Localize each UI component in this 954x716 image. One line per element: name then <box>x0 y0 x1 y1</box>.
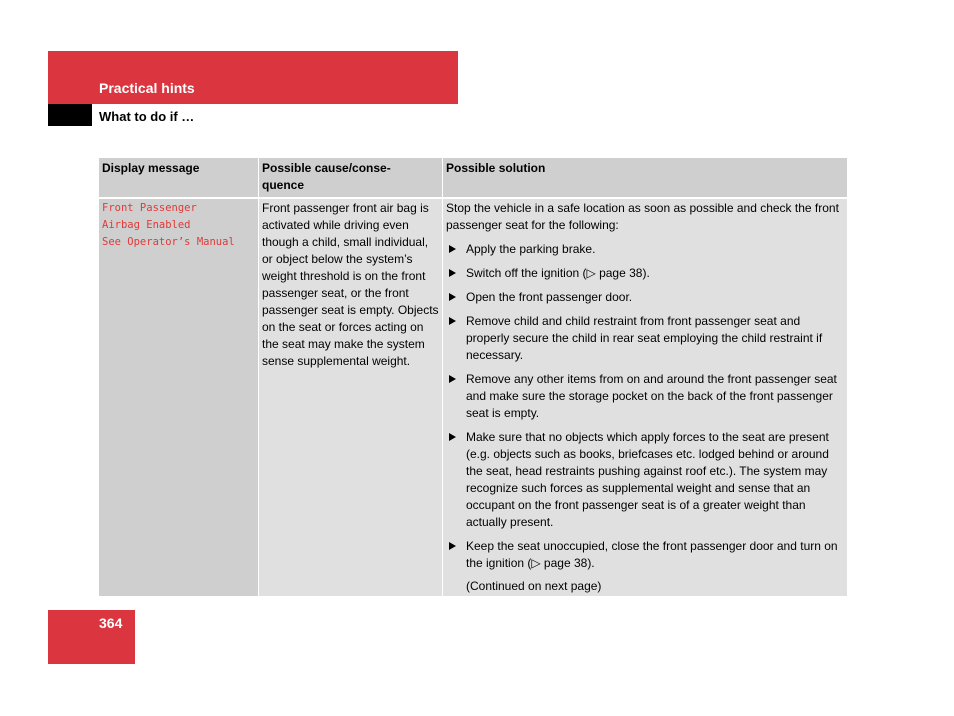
bullet-arrow-icon <box>449 317 456 325</box>
possible-cause-text: Front passenger front air bag is activated while driving even though a child, small individual, or object below the system’s weight threshold is on the front passenger seat, or the front passenger seat is empty. Objects on the seat or forces acting on the seat may make the system sense supplemental weight. <box>262 201 439 368</box>
solution-step <box>446 241 844 258</box>
display-message-text <box>102 200 255 251</box>
column-header-possible-cause-text: Possible cause/conse- quence <box>262 161 391 192</box>
bullet-arrow-icon <box>449 269 456 277</box>
possible-solution-cell <box>443 199 847 596</box>
solution-step-text: Switch off the ignition (▷ page 38). <box>466 266 650 280</box>
bullet-arrow-icon <box>449 433 456 441</box>
solution-step <box>446 538 844 572</box>
solution-step <box>446 265 844 282</box>
display-message-line: Airbag Enabled <box>102 219 191 231</box>
bullet-arrow-icon <box>449 293 456 301</box>
solution-step <box>446 313 844 364</box>
section-tab-marker <box>48 104 92 126</box>
solution-step-text: Remove child and child restraint from front passenger seat and properly secure the child in rear seat employing the child restraint if necessary. <box>466 314 823 362</box>
display-message-table <box>99 158 847 596</box>
bullet-arrow-icon <box>449 375 456 383</box>
solution-step-text: Make sure that no objects which apply forces to the seat are present (e.g. objects such as books, briefcases etc. lodged behind or around the seat, head restraints pushing against roof etc.). The system may recognize such forces as supplemental weight and sense that an occupant on the front passenger seat is of a greater weight than actually present. <box>466 430 829 529</box>
solution-step-text: Open the front passenger door. <box>466 290 633 304</box>
solution-step <box>446 429 844 531</box>
display-message-line: See Operator’s Manual <box>102 236 235 248</box>
solution-intro: Stop the vehicle in a safe location as soon as possible and check the front passenger seat for the following: <box>446 201 839 232</box>
display-message-line: Front Passenger <box>102 202 197 214</box>
solution-step-text: Keep the seat unoccupied, close the front passenger door and turn on the ignition (▷ page 38). <box>466 539 838 570</box>
continued-note: (Continued on next page) <box>466 579 602 593</box>
solution-step <box>446 371 844 422</box>
bullet-arrow-icon <box>449 245 456 253</box>
solution-step-text: Remove any other items from on and around the front passenger seat and make sure the storage pocket on the back of the front passenger seat is empty. <box>466 372 837 420</box>
display-message-cell <box>99 199 258 596</box>
column-header-possible-solution: Possible solution <box>443 158 847 197</box>
page-number: 364 <box>99 615 123 631</box>
column-header-display-message: Display message <box>99 158 258 197</box>
possible-cause-cell <box>259 199 442 596</box>
column-header-possible-cause <box>259 158 442 197</box>
bullet-arrow-icon <box>449 542 456 550</box>
solution-step-text: Apply the parking brake. <box>466 242 596 256</box>
solution-step <box>446 289 844 306</box>
subsection-title: What to do if … <box>99 109 195 124</box>
section-title: Practical hints <box>99 80 195 96</box>
